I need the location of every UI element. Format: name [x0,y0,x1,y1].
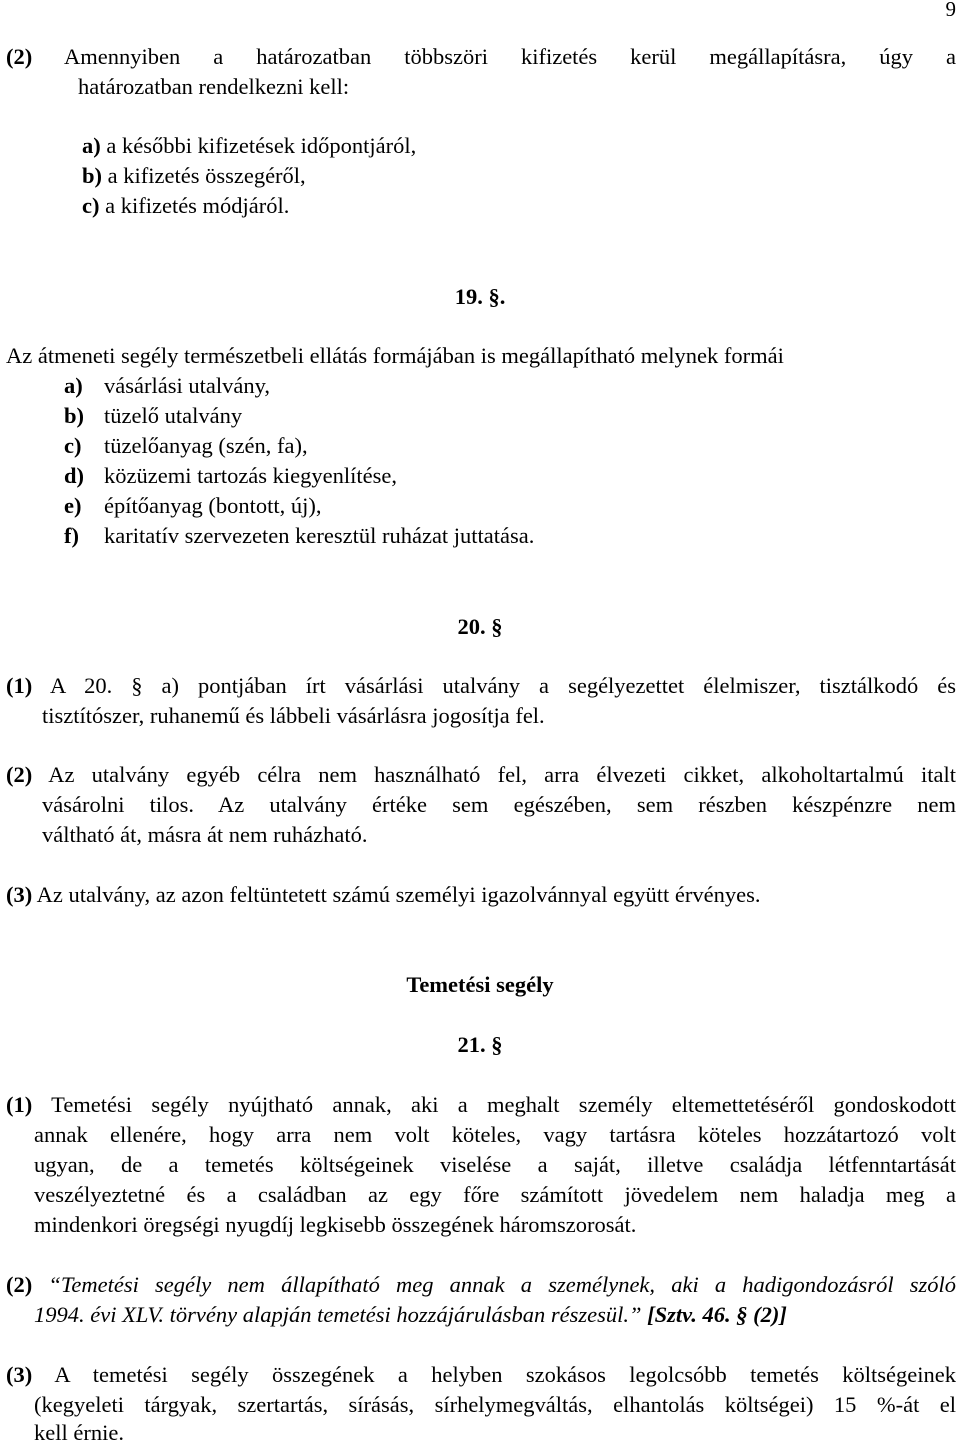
paragraph-text: Amennyiben a határozatban többszöri kifizetés kerül megállapításra, úgy a [64,44,956,69]
intro-p2-line1 [6,42,956,72]
s21-p3-line3: kell érnie. [34,1420,124,1445]
list-item [64,431,308,461]
s21-p1-line4: veszélyeztetné és a családban az egy főre számított jövedelem nem haladja meg a [34,1182,956,1207]
s20-p2-line3: váltható át, másra át nem ruházható. [42,822,368,847]
paragraph-text: A temetési segély összegének a helyben szokásos legolcsóbb temetés költségeinek [54,1362,956,1387]
item-label: e) [64,493,82,518]
paragraph-label: (1) [6,1092,33,1117]
s21-p1-line1 [6,1090,956,1120]
s21-p3-line2: (kegyeleti tárgyak, szertartás, sírásás, sírhelymegváltás, elhantolás költségei) 15 %-át el [34,1392,956,1417]
list-item [64,461,397,491]
item-text: a későbbi kifizetések időpontjáról, [106,133,417,158]
list-item [64,401,242,431]
list-item [82,131,416,161]
section-title-temetesi-segely: Temetési segély [406,972,554,997]
item-label: b) [64,403,85,428]
paragraph-label: (2) [6,44,33,69]
s21-p1-line5: mindenkori öregségi nyugdíj legkisebb összegének háromszorosát. [34,1212,637,1237]
paragraph-label: (3) [6,1362,33,1387]
item-text: vásárlási utalvány, [104,373,270,398]
s20-p2-line1 [6,760,956,790]
section-heading-21: 21. § [457,1032,503,1057]
paragraph-text: Az utalvány, az azon feltüntetett számú személyi igazolvánnyal együtt érvényes. [36,882,761,907]
list-item [82,161,306,191]
item-text: építőanyag (bontott, új), [104,493,322,518]
s21-p1-line2: annak ellenére, hogy arra nem volt köteles, vagy tartásra köteles hozzátartozó volt [34,1122,956,1147]
paragraph-text: Temetési segély nyújtható annak, aki a meghalt személy eltemettetéséről gondoskodott [51,1092,957,1117]
paragraph-text: Az utalvány egyéb célra nem használható fel, arra élvezeti cikket, alkoholtartalmú italt [48,762,956,787]
item-label: b) [82,163,103,188]
item-text: a kifizetés módjáról. [105,193,290,218]
list-item [82,191,289,221]
s21-p3-line1 [6,1360,956,1390]
item-label: d) [64,463,85,488]
paragraph-text: 1994. évi XLV. törvény alapján temetési hozzájárulásban részesül.” [34,1302,642,1327]
s21-p2-line1 [6,1270,956,1300]
page-number: 9 [945,0,956,21]
item-text: tüzelő utalvány [104,403,243,428]
s21-p2-line2 [34,1300,787,1330]
section-heading-20: 20. § [457,614,503,639]
paragraph-label: (2) [6,762,33,787]
legal-reference: [Sztv. 46. § (2)] [647,1302,787,1327]
paragraph-label: (2) [6,1272,33,1297]
paragraph-label: (3) [6,882,33,907]
item-text: karitatív szervezeten keresztül ruházat juttatása. [104,523,535,548]
paragraph-label: (1) [6,673,33,698]
s20-p2-line2: vásárolni tilos. Az utalvány értéke sem egészében, sem részben készpénzre nem [42,792,956,817]
item-text: a kifizetés összegéről, [107,163,306,188]
item-label: a) [64,373,83,398]
list-item [64,371,270,401]
s21-p1-line3: ugyan, de a temetés költségeinek viselése a saját, illetve családja létfenntartását [34,1152,956,1177]
list-item [64,521,534,551]
item-label: c) [82,193,100,218]
intro-p2-line2: határozatban rendelkezni kell: [78,74,350,99]
item-label: f) [64,523,79,548]
s20-p3-line1 [6,880,761,910]
s20-p1-line2: tisztítószer, ruhanemű és lábbeli vásárlásra jogosítja fel. [42,703,545,728]
item-label: a) [82,133,101,158]
item-label: c) [64,433,82,458]
item-text: közüzemi tartozás kiegyenlítése, [104,463,398,488]
section-19-intro: Az átmeneti segély természetbeli ellátás formájában is megállapítható melynek formái [6,343,784,368]
paragraph-text: A 20. § a) pontjában írt vásárlási utalvány a segélyezettet élelmiszer, tisztálkodó és [50,673,957,698]
section-heading-19: 19. §. [454,284,506,309]
s20-p1-line1 [6,671,956,701]
list-item [64,491,321,521]
paragraph-text: “Temetési segély nem állapítható meg annak a személynek, aki a hadigondozásról szóló [48,1272,956,1297]
item-text: tüzelőanyag (szén, fa), [104,433,308,458]
